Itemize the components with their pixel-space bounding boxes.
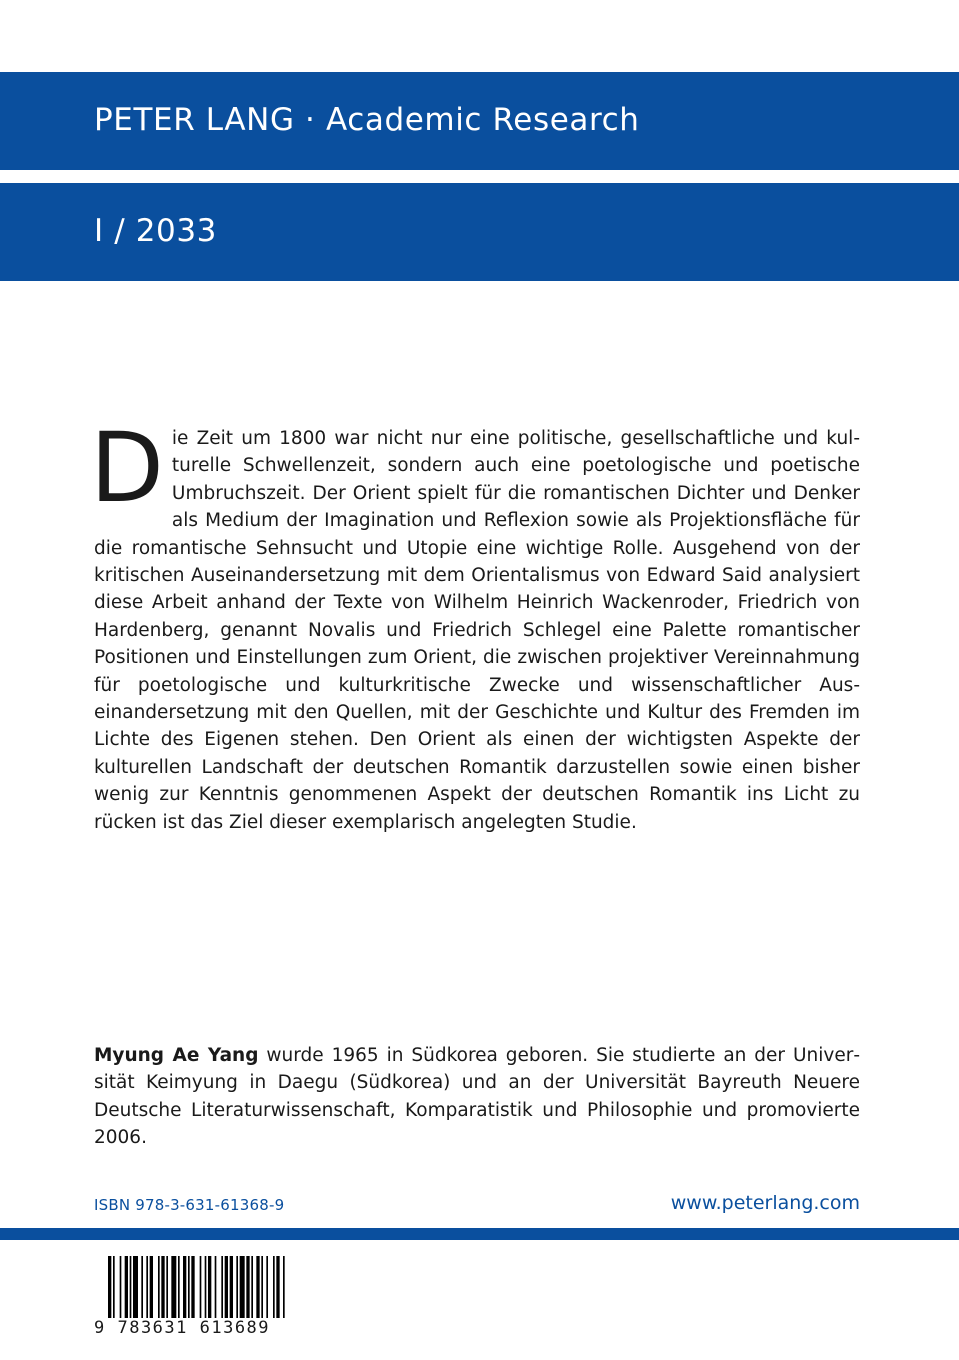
author-bio-text: wurde 1965 in Südkorea geboren. Sie studierte an der Universität Keimyung in Daegu (Südkorea) und an der Universität Bayreuth Neuere Deutsche Literaturwissenschaft, Komparatistik und Philosophie und promovierte 2006. (94, 1045, 860, 1149)
blurb-paragraph (90, 412, 860, 836)
footer-bar (0, 1228, 959, 1240)
series-title: PETER LANG · Academic Research (94, 102, 640, 138)
barcode-digits: 9 783631 613689 (94, 1318, 271, 1338)
author-bio (94, 1042, 860, 1152)
publisher-website-link[interactable]: www.peterlang.com (670, 1192, 860, 1214)
author-name: Myung Ae Yang (94, 1045, 259, 1066)
drop-cap: D (90, 412, 164, 524)
volume-number: I / 2033 (94, 213, 217, 249)
barcode (94, 1256, 292, 1348)
barcode-icon (108, 1256, 288, 1320)
series-band (0, 72, 959, 170)
blurb-text: ie Zeit um 1800 war nicht nur eine politische, gesellschaftliche und kulturelle Schwellenzeit, sondern auch eine poetologische und poetische Umbruchszeit. Der Orient spielt für die romantischen Dichter und Denker als Medium der Imagination und Reflexion sowie als Projektionsfläche für die romantische Sehnsucht und Utopie eine wichtige Rolle. Ausgehend von der kritischen Auseinandersetzung mit dem Orientalismus von Edward Said analysiert diese Arbeit anhand der Texte von Wilhelm Heinrich Wackenroder, Friedrich von Hardenberg, genannt Novalis und Friedrich Schlegel eine Palette romantischer Positionen und Einstellungen zum Orient, die zwischen projektiver Vereinnahmung für poetologische und kulturkritische Zwecke und wissenschaftlicher Auseinandersetzung mit den Quellen, mit der Geschichte und Kultur des Fremden im Lichte des Eigenen stehen. Den Orient als einen der wichtigsten Aspekte der kulturellen Landschaft der deutschen Romantik darzustellen sowie einen bisher wenig zur Kenntnis genommenen Aspekt der deutschen Romantik ins Licht zu rücken ist das Ziel dieser exemplarisch angelegten Studie. (94, 428, 860, 833)
isbn-number: ISBN 978-3-631-61368-9 (94, 1196, 285, 1214)
volume-band (0, 183, 959, 281)
